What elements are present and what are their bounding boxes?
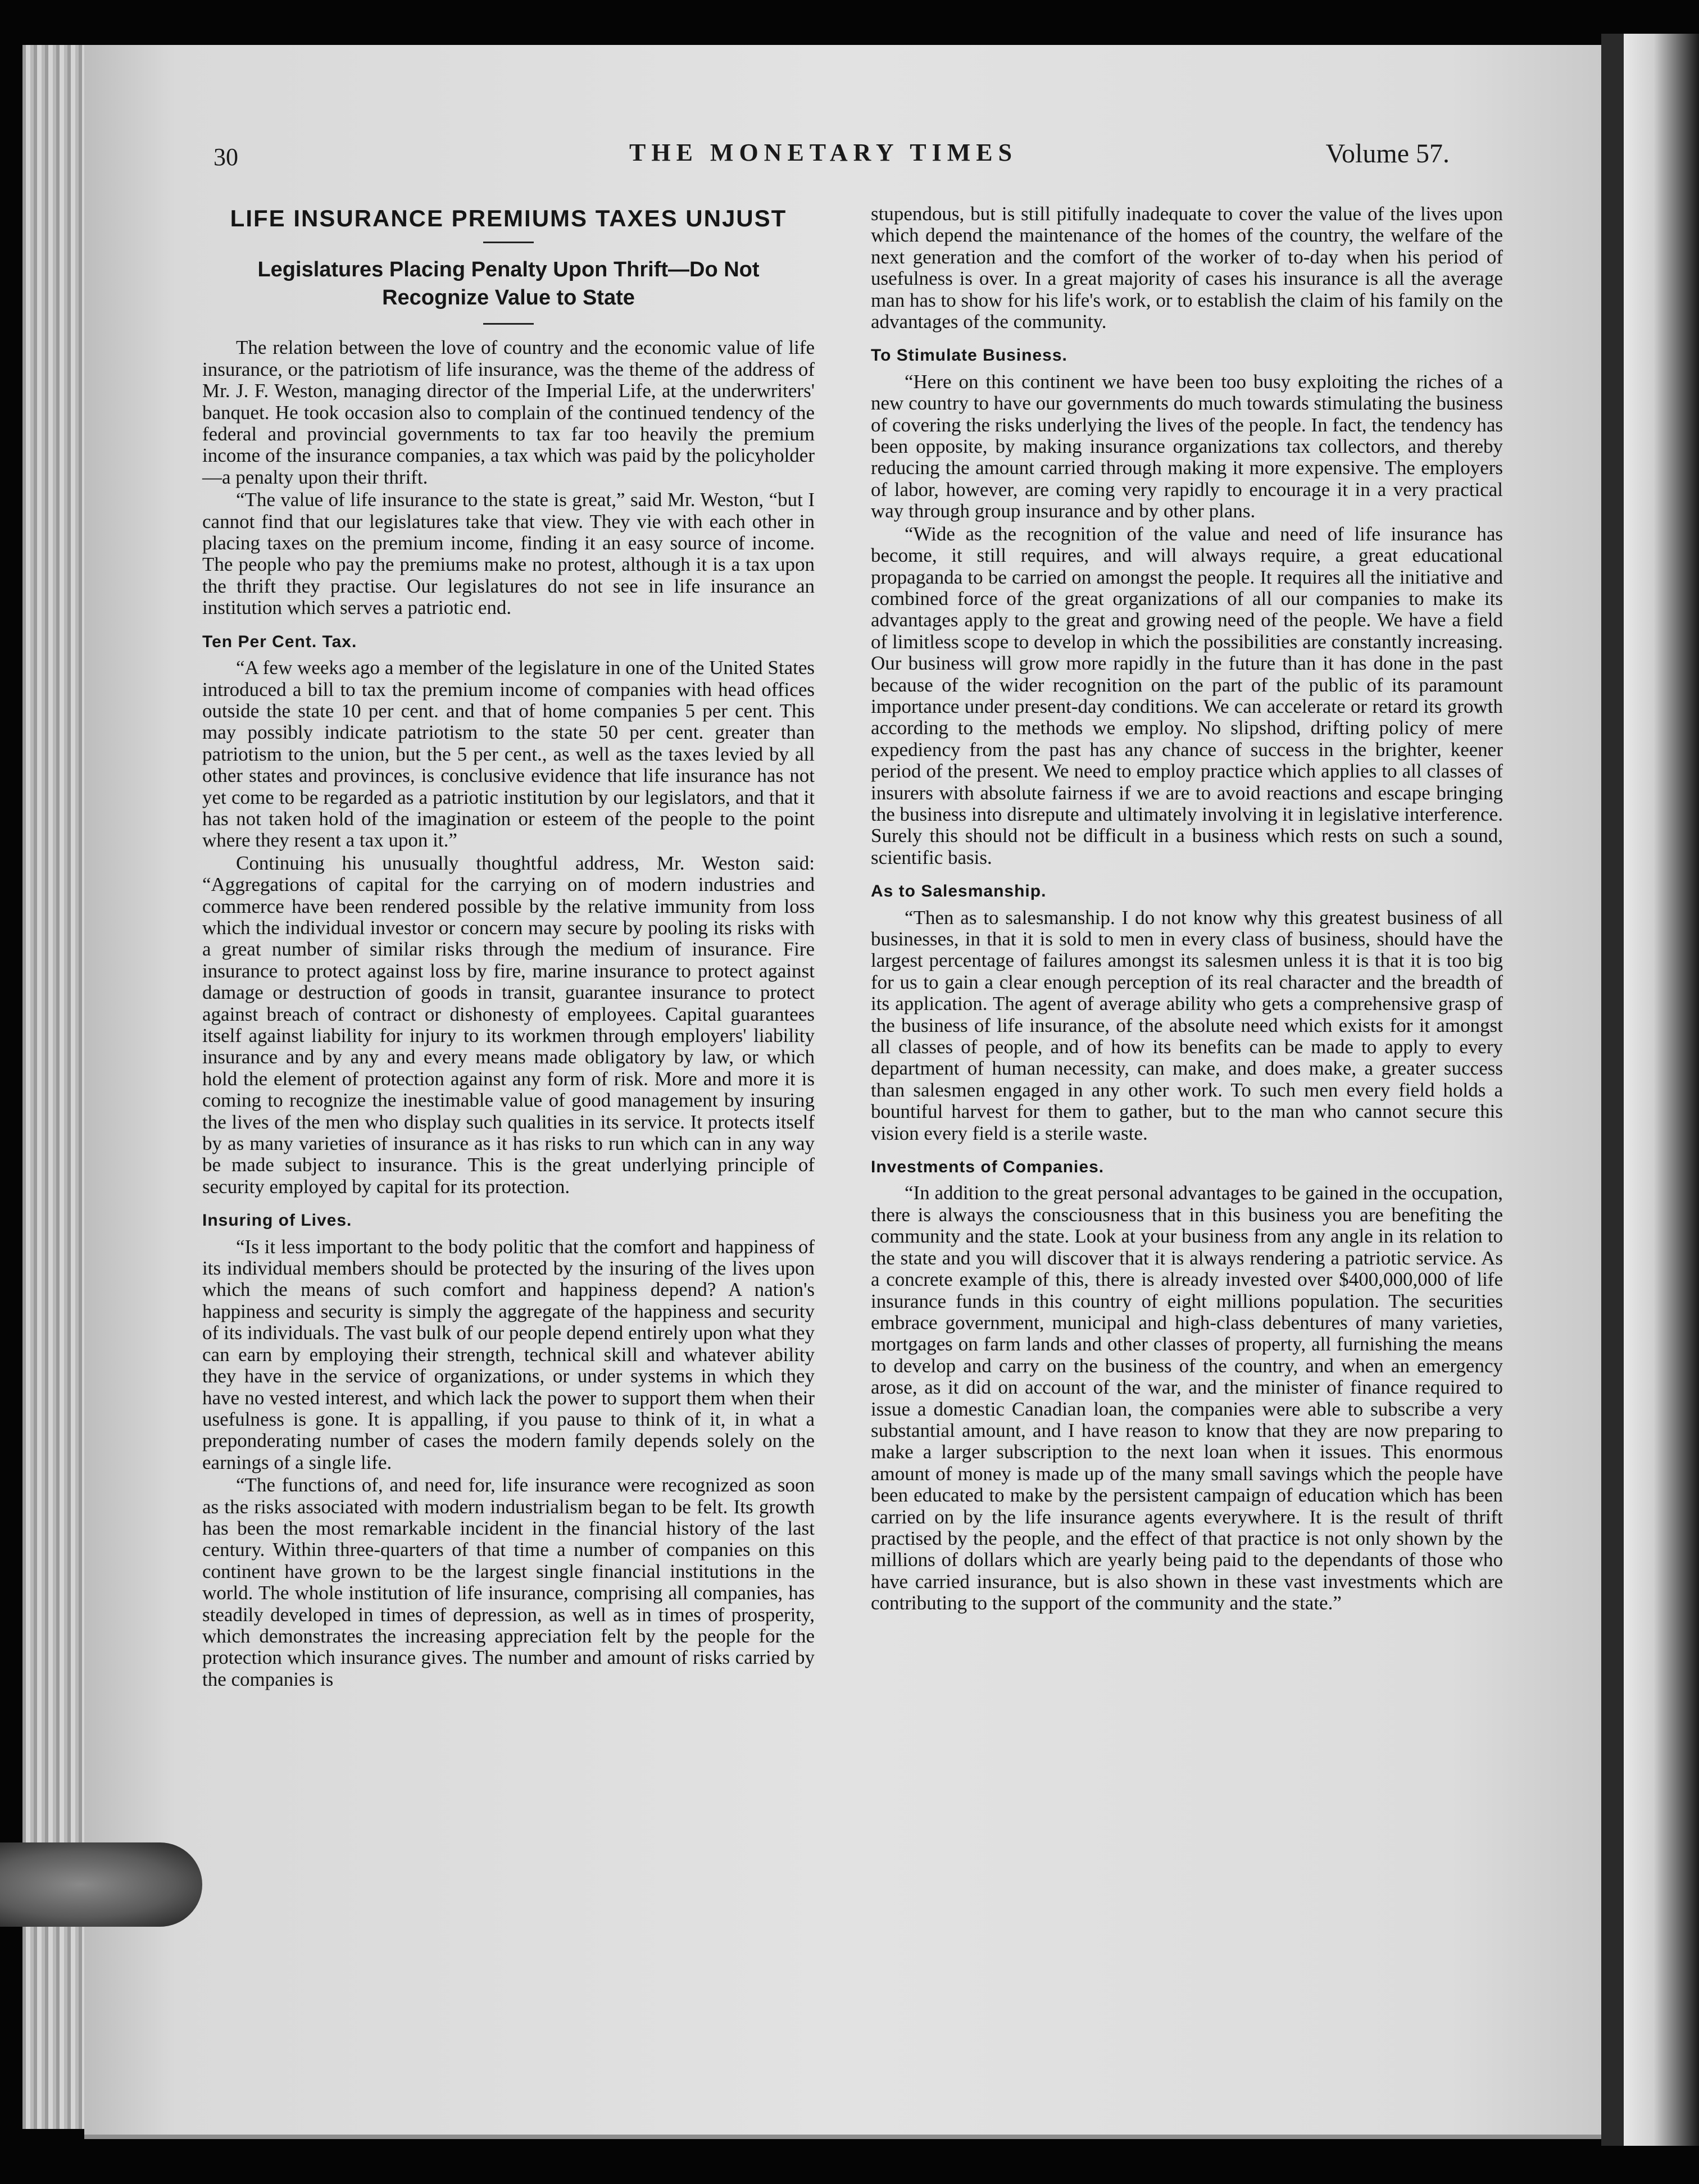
article-title: LIFE INSURANCE PREMIUMS TAXES UNJUST	[230, 205, 787, 231]
page-header	[213, 135, 1450, 174]
section-heading: Insuring of Lives.	[202, 1211, 352, 1230]
journal-title: THE MONETARY TIMES	[629, 139, 1018, 166]
page-gutter	[1601, 34, 1624, 2146]
section-heading: To Stimulate Business.	[871, 346, 1067, 365]
page-number: 30	[213, 143, 238, 171]
paragraph: stupendous, but is still pitifully inadequate to cover the value of the lives upon which depend the maintenance of the homes of the country, the welfare of the next generation and the comfort of the worker of to-day when his period of usefulness is over. In a great majority of cases his insurance is all the average man has to show for his life's work, or to establish the claim of his family on the advantages of the community.	[871, 203, 1503, 333]
article-subtitle: Legislatures Placing Penalty Upon Thrift—Do Not Recognize Value to State	[257, 258, 760, 310]
thumb-shadow	[0, 1842, 202, 1927]
paragraph: “A few weeks ago a member of the legislature in one of the United States introduced a bill to tax the premium income of companies with head offices outside the state 10 per cent. and that of home companies 5 per cent. This may possibly indicate patriotism to the state 50 per cent. greater than patriotism to the union, but the 5 per cent., as well as the taxes levied by all other states and provinces, is conclusive evidence that life insurance has not yet come to be regarded as a patriotic institution by our legislators, and that it has not taken hold of the imagination or esteem of the people to the point where they resent a tax upon it.”	[202, 657, 815, 852]
right-column	[871, 203, 1503, 1616]
paragraph: “Then as to salesmanship. I do not know why this greatest business of all businesses, in that it is sold to men in every class of business, should have the largest percentage of failures amongst its salesmen unless it is that it is too big for us to gain a clear enough perception of its real character and the breadth of its application. The agent of average ability who gets a comprehensive grasp of the business of life insurance, of the absolute need which exists for it amongst all classes of people, and of how its benefits can be made to apply to every department of human necessity, can make, and does make, a greater success than salesmen engaged in any other work. To such men every field holds a bountiful harvest for them to gather, but to the man who cannot secure this vision every field is a sterile waste.	[871, 906, 1503, 1144]
paragraph: “Is it less important to the body politic that the comfort and happiness of its individual members should be protected by the insuring of the lives upon which the means of such comfort and happiness depend? A nation's happiness and security is simply the aggregate of the happiness and security of its individuals. The vast bulk of our people depend entirely upon what they can earn by employing their strength, technical skill and whatever ability they have in the service of organizations, or under systems in which they have no vested interest, and which lack the power to support them when their usefulness is gone. It is appalling, if you pause to think of it, in what a preponderating number of cases the modern family depends solely on the earnings of a single life.	[202, 1235, 815, 1473]
paragraph: “The value of life insurance to the state is great,” said Mr. Weston, “but I cannot find that our legislatures take that view. They vie with each other in placing taxes on the premium income, finding it an easy source of income. The people who pay the premiums make no protest, although it is a tax upon the thrift they practise. Our legislatures do not see in life insurance an institution which serves a patriotic end.	[202, 489, 815, 619]
facing-page-edge	[1624, 34, 1699, 2146]
subtitle-rule	[483, 323, 534, 325]
section-heading: As to Salesmanship.	[871, 882, 1047, 901]
title-rule	[483, 242, 534, 243]
paragraph: Continuing his unusually thoughtful address, Mr. Weston said: “Aggregations of capital for the carrying on of modern industries and commerce have been rendered possible by the relative immunity from loss which the individual investor or concern may secure by pooling its risks with a great number of similar risks through the medium of insurance. Fire insurance to protect against loss by fire, marine insurance to protect against damage or destruction of goods in transit, guarantee insurance to protect against breach of contract or dishonesty of employees. Capital guarantees itself against liability for injury to its workmen through employers' liability insurance and by any and every means made obligatory by law, or which hold the element of protection against any form of risk. More and more it is coming to recognize the inestimable value of good management by insuring the lives of the men who display such qualities in its service. It protects itself by as many varieties of insurance as it has risks to run which can in any way be made subject to insurance. This is the great underlying principle of security employed by capital for its protection.	[202, 852, 815, 1198]
paragraph: The relation between the love of country and the economic value of life insurance, or the patriotism of life insurance, was the theme of the address of Mr. J. F. Weston, managing director of the Imperial Life, at the underwriters' banquet. He took occasion also to complain of the continued tendency of the federal and provincial governments to tax far too heavily the premium income of the insurance companies, a tax which was paid by the policyholder—a penalty upon their thrift.	[202, 336, 815, 488]
paragraph: “Wide as the recognition of the value and need of life insurance has become, it still requires, and will always require, a great educational propaganda to be carried on amongst the people. It requires all the initiative and combined force of the great organizations of all our companies to make its advantages apply to the great and growing need of the people. We have a field of limitless scope to develop in which the possibilities are constantly increasing. Our business will grow more rapidly in the future than it has done in the past because of the wider recognition on the part of the public of its paramount importance under present-day conditions. We can accelerate or retard its growth according to the methods we employ. No slipshod, drifting policy of mere expediency from the past has any chance of success in the brighter, keener period of the present. We need to employ practice which applies to all classes of insurers with absolute fairness if we are to avoid reactions and escape bringing the business into disrepute and ultimately involving it in legislative interference. Surely this should not be difficult in a business which rests on such a sound, scientific basis.	[871, 522, 1503, 868]
left-column	[202, 205, 815, 1691]
paragraph: “Here on this continent we have been too busy exploiting the riches of a new country to have our governments do much towards stimulating the business of covering the risks underlying the lives of the people. In fact, the tendency has been opposite, by making insurance organizations tax collectors, and thereby reducing the amount carried through making it more expensive. The employers of labor, however, are coming very rapidly to encourage it in a very practical way through group insurance and by other plans.	[871, 370, 1503, 522]
volume-label: Volume 57.	[1325, 139, 1450, 169]
section-heading: Ten Per Cent. Tax.	[202, 632, 357, 651]
section-heading: Investments of Companies.	[871, 1158, 1105, 1177]
paragraph: “The functions of, and need for, life insurance were recognized as soon as the risks associated with modern industrialism began to be felt. Its growth has been the most remarkable incident in the financial history of the last century. Within three-quarters of that time a number of companies on this continent have grown to be the largest single financial institutions in the world. The whole institution of life insurance, comprising all companies, has steadily developed in times of depression, as well as in times of prosperity, which demonstrates the increasing appreciation felt by the people for the protection which insurance gives. The number and amount of risks carried by the companies is	[202, 1474, 815, 1690]
paragraph: “In addition to the great personal advantages to be gained in the occupation, there is always the consciousness that in this business you are benefiting the community and the state. Look at your business from any angle in its relation to the state and you will discover that it is always rendering a patriotic service. As a concrete example of this, there is already invested over $400,000,000 of life insurance funds in this country of eight millions population. The securities embrace government, municipal and high-class debentures of many varieties, mortgages on farm lands and other classes of property, all furnishing the means to develop and carry on the business of the country, and when an emergency arose, as it did on account of the war, and the minister of finance required to issue a domestic Canadian loan, the companies were able to subscribe a very substantial amount, and I have reason to know that they are now preparing to make a larger subscription to the next loan when it issues. This enormous amount of money is made up of the many small savings which the people have been educated to make by the persistent campaign of education which has been carried on by the life insurance agents everywhere. It is the result of thrift practised by the people, and the effect of that practice is not only shown by the millions of dollars which are yearly being paid to the dependants of those who have carried insurance, but is also shown in these vast investments which are contributing to the support of the community and the state.”	[871, 1182, 1503, 1614]
